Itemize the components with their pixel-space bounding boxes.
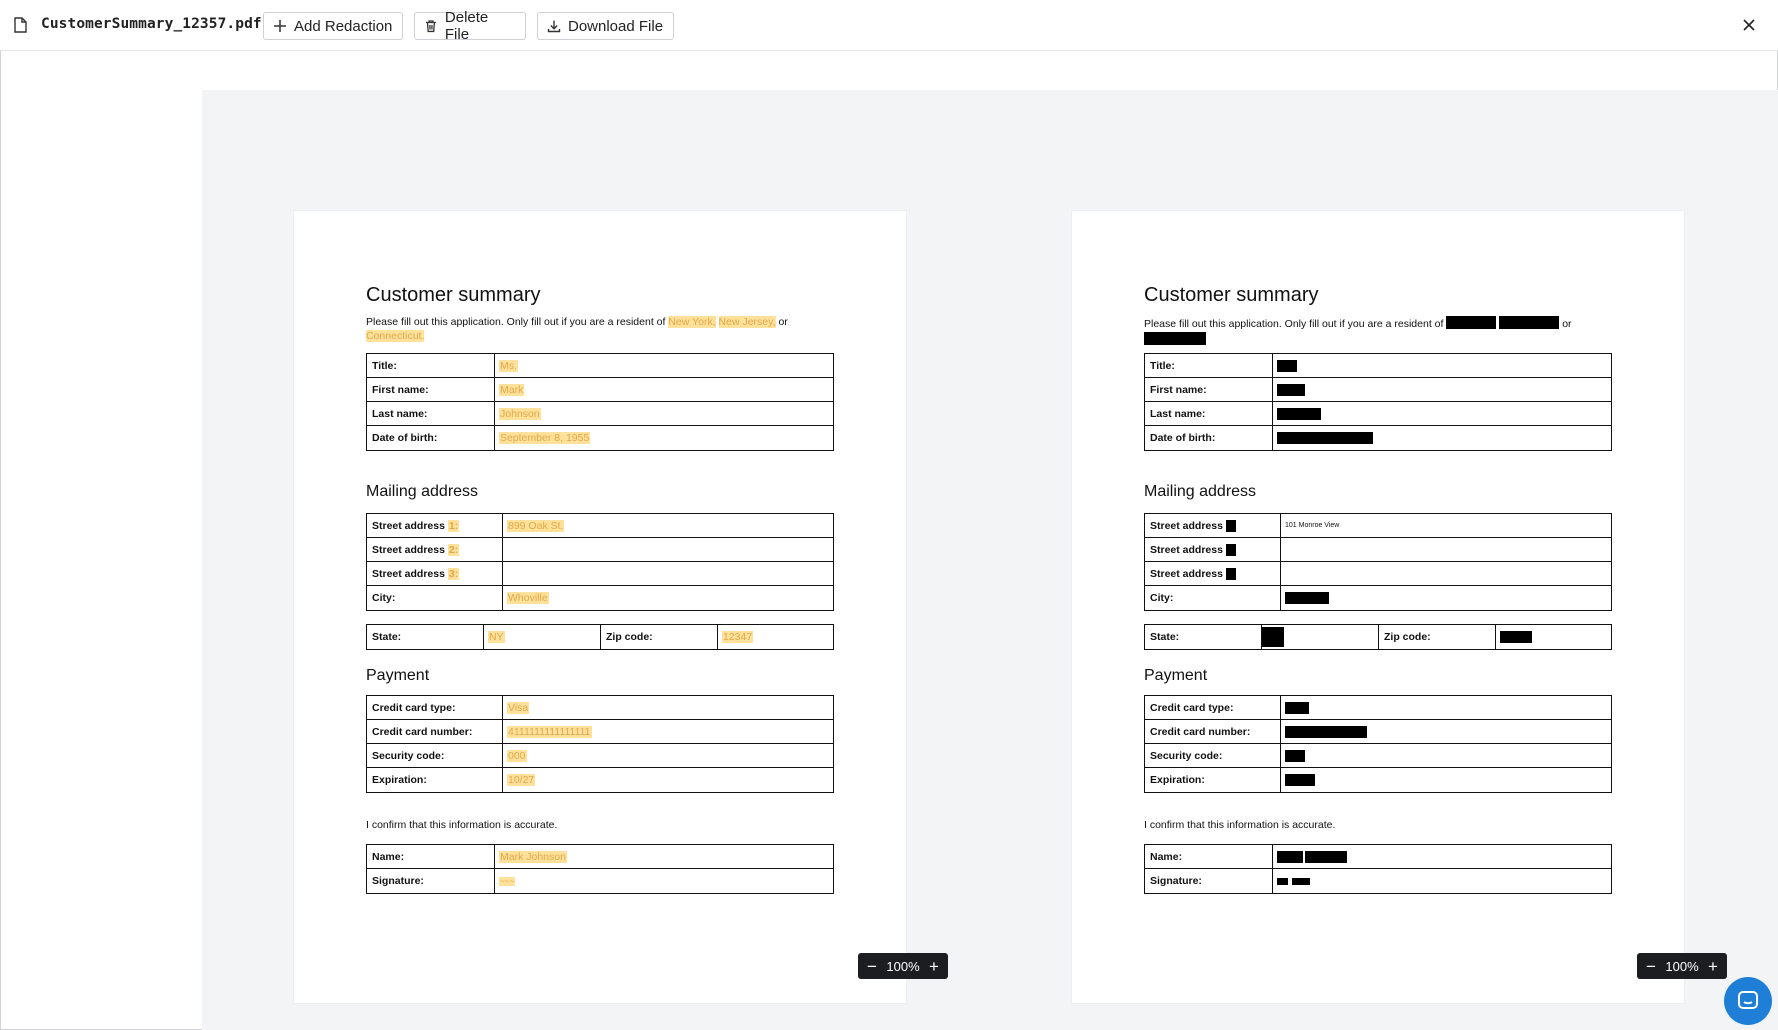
table-row: Security code: (1145, 744, 1611, 768)
redaction-box[interactable] (1226, 544, 1236, 556)
table-row: Name: (1145, 845, 1611, 869)
redaction-box[interactable] (1285, 774, 1315, 786)
confirm-text: I confirm that this information is accurate. (1144, 819, 1336, 831)
table-row: Date of birth: (1145, 426, 1611, 450)
table-row: Title: (1145, 354, 1611, 378)
redaction-box[interactable] (1285, 592, 1329, 604)
redaction-box[interactable] (1226, 520, 1236, 532)
table-row: City: (1145, 586, 1611, 610)
redaction-box[interactable] (1262, 627, 1284, 647)
redaction-box[interactable] (1277, 878, 1288, 885)
table-row: Street address 3: (367, 562, 833, 586)
add-redaction-button[interactable] (263, 12, 403, 40)
page-title: Customer summary (366, 284, 541, 306)
table-row: Signature: ~~~ (367, 869, 833, 893)
table-row: Credit card type: (1145, 696, 1611, 720)
redaction-box[interactable] (1277, 384, 1305, 396)
mailing-heading: Mailing address (366, 483, 479, 500)
table-row: Name: Mark Johnson (367, 845, 833, 869)
document-viewer[interactable] (202, 90, 1778, 1030)
table-row: Street address (1145, 562, 1611, 586)
zoom-out-button[interactable]: − (1646, 956, 1656, 976)
table-row: Street address 1: 899 Oak St. (367, 514, 833, 538)
redaction-box[interactable] (1500, 631, 1532, 643)
state-zip-row: State: Zip code: (1144, 624, 1612, 650)
redaction-box[interactable] (1144, 332, 1206, 345)
page-title: Customer summary (1144, 284, 1319, 306)
table-row: City: Whoville (367, 586, 833, 610)
redaction-box[interactable] (1499, 316, 1559, 329)
delete-file-button[interactable] (414, 9, 526, 43)
signature-table (1144, 844, 1612, 894)
payment-heading: Payment (366, 667, 430, 684)
payment-heading: Payment (1144, 667, 1208, 684)
table-row: Last name: Johnson (367, 402, 833, 426)
redaction-box[interactable] (1285, 750, 1305, 762)
redaction-box[interactable] (1277, 851, 1303, 863)
toolbar (0, 0, 1778, 51)
zoom-in-button[interactable]: + (929, 956, 939, 976)
state-zip-row: State: NY Zip code: 12347 (366, 624, 834, 650)
redaction-box[interactable] (1446, 316, 1496, 329)
payment-table (1144, 695, 1612, 793)
signature-table (366, 844, 834, 894)
file-icon (14, 17, 27, 33)
zoom-in-button[interactable]: + (1708, 956, 1718, 976)
trash-icon (424, 19, 438, 33)
table-row: Street address (1145, 538, 1611, 562)
mailing-heading: Mailing address (1144, 483, 1257, 500)
zoom-control-left (858, 953, 948, 979)
file-name: CustomerSummary_12357.pdf (41, 16, 262, 32)
street-value: 101 Monroe View (1285, 522, 1340, 529)
table-row: Credit card type: Visa (367, 696, 833, 720)
intro-text: Please fill out this application. Only fill out if you are a resident of or (1144, 316, 1614, 347)
address-table (1144, 513, 1612, 611)
redaction-box[interactable] (1285, 702, 1309, 714)
close-icon[interactable] (1740, 16, 1758, 34)
delete-file-label: Delete File (444, 9, 489, 43)
redaction-box[interactable] (1292, 878, 1310, 885)
table-row: First name: Mark (367, 378, 833, 402)
plus-icon (273, 19, 287, 33)
download-file-label: Download File (568, 17, 664, 35)
table-row: Signature: (1145, 869, 1611, 893)
table-row: First name: (1145, 378, 1611, 402)
redaction-box[interactable] (1277, 360, 1297, 372)
redaction-box[interactable] (1277, 432, 1373, 444)
zoom-control-right (1637, 953, 1727, 979)
table-row: Expiration: 10/27 (367, 768, 833, 792)
zoom-out-button[interactable]: − (867, 956, 877, 976)
table-row: Street address 2: (367, 538, 833, 562)
chat-icon (1737, 990, 1759, 1012)
redaction-box[interactable] (1226, 568, 1236, 580)
intro-text: Please fill out this application. Only fill out if you are a resident of New York, New Jersey, or Connecticut. (366, 316, 788, 342)
table-row: Date of birth: September 8, 1955 (367, 426, 833, 450)
original-page (294, 211, 906, 1003)
add-redaction-label: Add Redaction (294, 17, 393, 35)
table-row: Credit card number: (1145, 720, 1611, 744)
personal-table (366, 353, 834, 451)
redacted-page (1072, 211, 1684, 1003)
table-row: Expiration: (1145, 768, 1611, 792)
redaction-box[interactable] (1277, 408, 1321, 420)
chat-launcher-button[interactable] (1724, 977, 1772, 1025)
confirm-text: I confirm that this information is accurate. (366, 819, 558, 831)
table-row: Security code: 000 (367, 744, 833, 768)
zoom-level: 100% (886, 958, 920, 974)
zoom-level: 100% (1665, 958, 1699, 974)
download-file-button[interactable] (537, 12, 674, 40)
table-row: Last name: (1145, 402, 1611, 426)
table-row: Title: Ms. (367, 354, 833, 378)
table-row: Street address 101 Monroe View (1145, 514, 1611, 538)
redaction-box[interactable] (1285, 726, 1367, 738)
download-icon (547, 19, 561, 33)
address-table (366, 513, 834, 611)
redaction-box[interactable] (1305, 851, 1347, 863)
table-row: Credit card number: 4111111111111111 (367, 720, 833, 744)
payment-table (366, 695, 834, 793)
personal-table (1144, 353, 1612, 451)
